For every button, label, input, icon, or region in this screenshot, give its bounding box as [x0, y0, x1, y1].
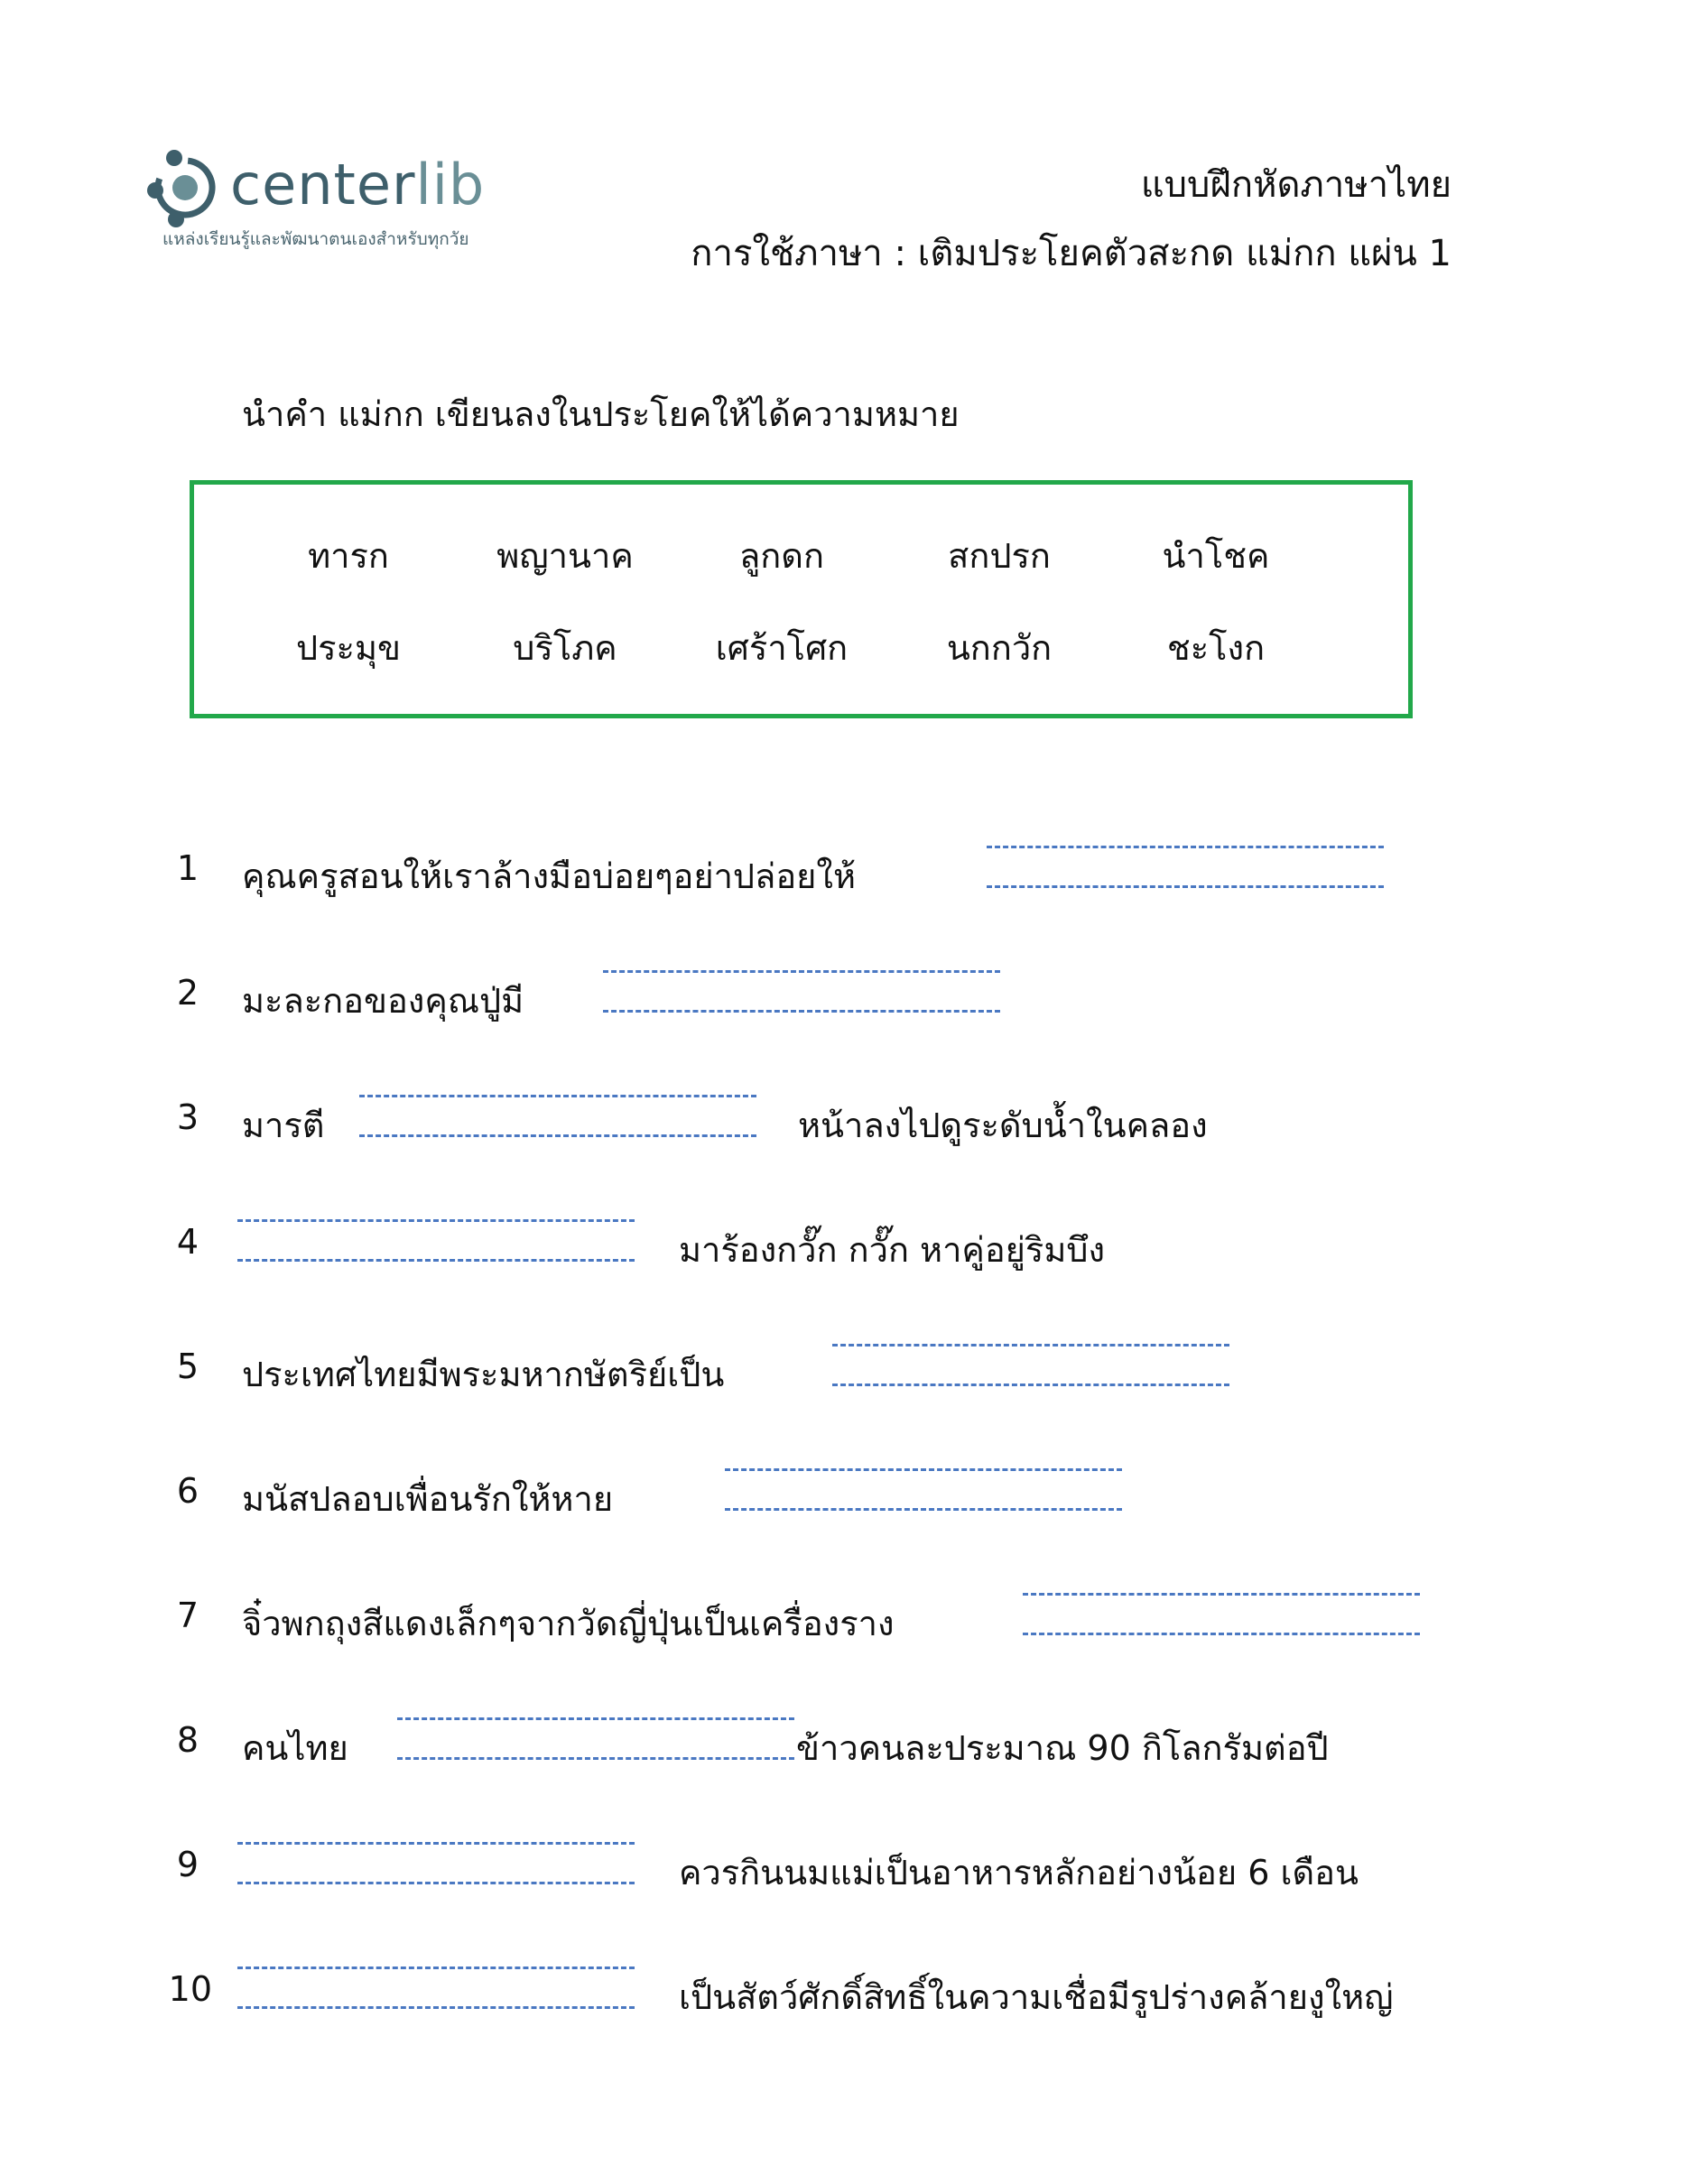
exercise-text-after: หน้าลงไปดูระดับน้ำในคลอง	[798, 1106, 1208, 1145]
word-bank-item: นำโชค	[1162, 536, 1270, 576]
exercise-text-before: มนัสปลอบเพื่อนรักให้หาย	[242, 1479, 614, 1519]
exercise-number: 8	[176, 1720, 199, 1760]
exercise-number: 4	[176, 1222, 199, 1262]
exercise-text-before: จิ๋วพกถุงสีแดงเล็กๆจากวัดญี่ปุ่นเป็นเครื่องราง	[242, 1604, 895, 1643]
worksheet-subtitle: การใช้ภาษา : เติมประโยคตัวสะกด แม่กก แผ่น 1	[691, 233, 1451, 274]
word-bank-item: ชะโงก	[1166, 628, 1266, 668]
answer-blank[interactable]	[237, 1838, 635, 1883]
exercise-text-after: ควรกินนมแม่เป็นอาหารหลักอย่างน้อย 6 เดือน	[679, 1853, 1359, 1892]
exercise-text-before: ประเทศไทยมีพระมหากษัตริย์เป็น	[242, 1355, 725, 1394]
exercise-text-before: มารตี	[242, 1106, 325, 1145]
answer-blank[interactable]	[397, 1714, 794, 1759]
word-bank-item: พญานาค	[496, 536, 634, 576]
exercise-number: 7	[176, 1596, 199, 1635]
word-bank-item: ลูกดก	[739, 536, 824, 576]
exercise-text-before: คุณครูสอนให้เราล้างมือบ่อยๆอย่าปล่อยให้	[242, 856, 857, 896]
brand-wordmark	[230, 140, 485, 230]
exercise-number: 5	[176, 1346, 199, 1386]
answer-blank[interactable]	[603, 967, 1000, 1012]
exercise-text-before: มะละกอของคุณปู่มี	[242, 981, 524, 1021]
exercise-number: 10	[168, 1969, 212, 2009]
brand-logo	[144, 140, 524, 257]
answer-blank[interactable]	[832, 1340, 1229, 1385]
word-bank-item: ทารก	[308, 536, 389, 576]
answer-blank[interactable]	[359, 1091, 756, 1136]
brand-wordmark-lib: lib	[415, 152, 486, 217]
worksheet-title: แบบฝึกหัดภาษาไทย	[1140, 164, 1451, 206]
brand-wordmark-center: center	[230, 152, 416, 217]
answer-blank[interactable]	[987, 842, 1384, 887]
instruction-text: นำคำ แม่กก เขียนลงในประโยคให้ได้ความหมาย	[242, 394, 960, 434]
answer-blank[interactable]	[237, 1216, 635, 1261]
exercise-text-after: มาร้องกวั๊ก กวั๊ก หาคู่อยู่ริมบึง	[679, 1230, 1106, 1270]
exercise-number: 6	[176, 1471, 199, 1511]
answer-blank[interactable]	[1023, 1589, 1420, 1634]
brand-tagline: แหล่งเรียนรู้และพัฒนาตนเองสำหรับทุกวัย	[162, 229, 469, 249]
exercise-number: 1	[176, 848, 199, 888]
exercise-text-after: ข้าวคนละประมาณ 90 กิโลกรัมต่อปี	[796, 1728, 1329, 1768]
exercise-number: 9	[176, 1845, 199, 1884]
word-bank-item: เศร้าโศก	[715, 628, 849, 668]
word-bank-item: สกปรก	[948, 536, 1051, 576]
word-bank-item: นกกวัก	[946, 628, 1053, 668]
molecule-icon	[144, 147, 226, 228]
exercise-text-before: คนไทย	[242, 1728, 348, 1768]
word-bank-item: บริโภค	[513, 628, 617, 668]
exercise-number: 2	[176, 973, 199, 1013]
answer-blank[interactable]	[725, 1465, 1122, 1510]
word-bank-box	[190, 480, 1413, 718]
word-bank-item: ประมุข	[296, 628, 401, 668]
exercise-text-after: เป็นสัตว์ศักดิ์สิทธิ์ในความเชื่อมีรูปร่างคล้ายงูใหญ่	[679, 1977, 1394, 2017]
exercise-number: 3	[176, 1097, 199, 1137]
answer-blank[interactable]	[237, 1963, 635, 2008]
